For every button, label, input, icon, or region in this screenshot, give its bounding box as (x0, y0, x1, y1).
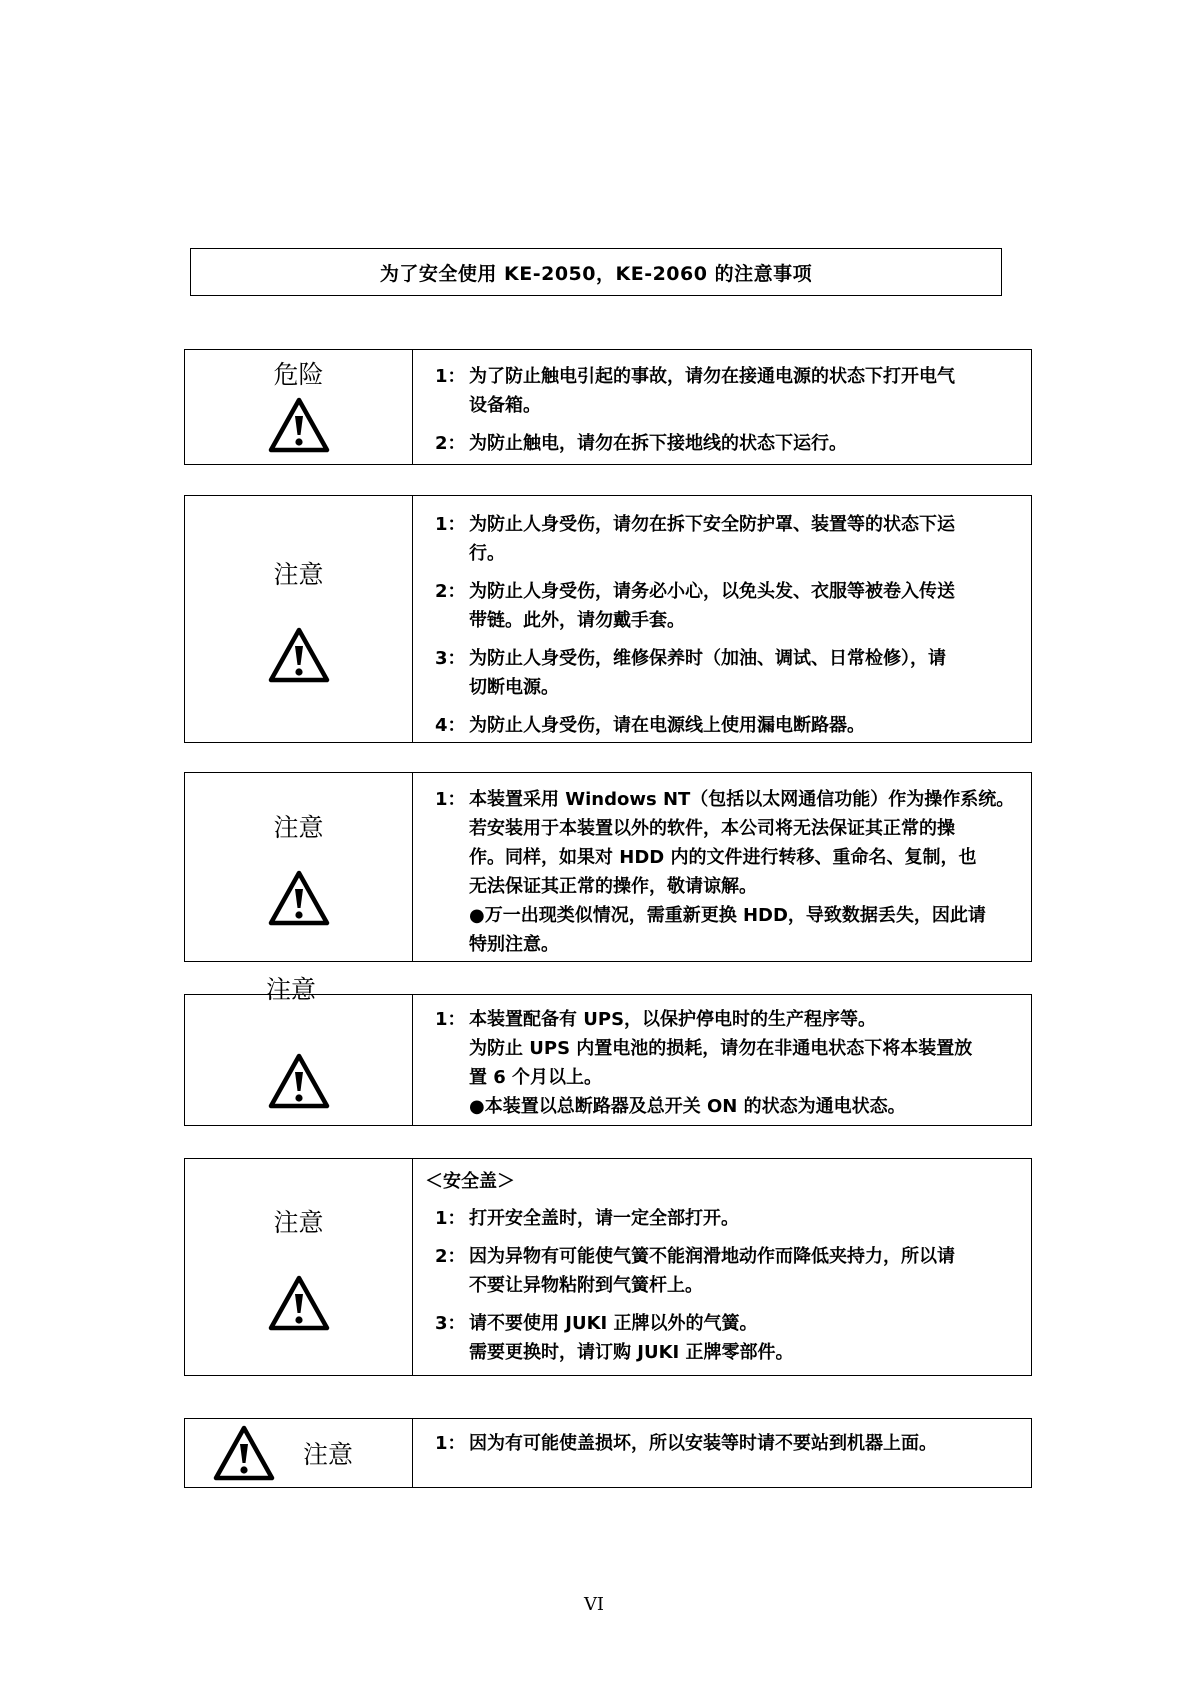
text-line: 设备箱。 (469, 395, 541, 416)
text-line: 置 6 个月以上。 (469, 1067, 603, 1088)
list-item (435, 1309, 1021, 1367)
text-line: 为防止人身受伤，维修保养时（加油、调试、日常检修），请 (469, 648, 946, 669)
text-line: 为防止人身受伤，请勿在拆下安全防护罩、装置等的状态下运 (469, 514, 955, 535)
section-subtitle: ＜安全盖＞ (425, 1171, 515, 1192)
caution-content (413, 496, 1031, 742)
item-text (469, 711, 1021, 740)
text-line: 作。同样，如果对 HDD 内的文件进行转移、重命名、复制，也 (469, 847, 977, 868)
text-line: 为防止人身受伤，请务必小心，以免头发、衣服等被卷入传送 (469, 581, 955, 602)
text-line: 需要更换时，请订购 JUKI 正牌零部件。 (469, 1342, 794, 1363)
caution-content (413, 773, 1031, 961)
list-item (435, 510, 1021, 568)
caution-label-cell (185, 995, 413, 1125)
item-number: 1： (435, 366, 466, 387)
item-number: 1： (435, 1009, 466, 1030)
item-text (469, 1005, 1021, 1121)
warning-triangle-icon (268, 1275, 330, 1331)
item-number: 1： (435, 789, 466, 810)
caution-box-cover-damage (184, 1418, 1032, 1488)
text-line: 若安装用于本装置以外的软件，本公司将无法保证其正常的操 (469, 818, 955, 839)
text-line: 打开安全盖时，请一定全部打开。 (469, 1208, 739, 1229)
text-line: 为防止触电，请勿在拆下接地线的状态下运行。 (469, 433, 847, 454)
warning-triangle-icon (268, 1053, 330, 1109)
caution-label-cell (185, 773, 413, 961)
item-number: 4： (435, 715, 466, 736)
caution-content (413, 1159, 1031, 1375)
warning-triangle-icon (268, 627, 330, 683)
item-text (469, 577, 1021, 635)
caution-box-os (184, 772, 1032, 962)
list-item (435, 577, 1021, 635)
danger-label-cell (185, 350, 413, 464)
caution-label-ups: 注意 (266, 975, 317, 1004)
text-line: 为了防止触电引起的事故，请勿在接通电源的状态下打开电气 (469, 366, 955, 387)
item-text (469, 1204, 1021, 1233)
list-item (435, 1005, 1021, 1121)
caution-label: 注意 (273, 813, 324, 842)
list-item (435, 785, 1021, 959)
list-item (435, 1429, 1021, 1458)
warning-triangle-icon (268, 870, 330, 926)
warning-triangle-icon (268, 397, 330, 453)
text-line: 本装置采用 Windows NT（包括以太网通信功能）作为操作系统。 (469, 789, 1015, 810)
page-number: VI (583, 1594, 605, 1615)
text-line: 行。 (469, 543, 505, 564)
item-number: 2： (435, 433, 466, 454)
item-text (469, 1242, 1021, 1300)
text-line: ●万一出现类似情况，需重新更换 HDD，导致数据丢失，因此请 (469, 905, 986, 926)
item-text (469, 429, 1021, 458)
caution-label: 注意 (273, 1208, 324, 1237)
text-line: 为防止人身受伤，请在电源线上使用漏电断路器。 (469, 715, 865, 736)
item-number: 1： (435, 514, 466, 535)
item-number: 1： (435, 1208, 466, 1229)
list-item (435, 644, 1021, 702)
text-line: 本装置配备有 UPS，以保护停电时的生产程序等。 (469, 1009, 877, 1030)
item-number: 2： (435, 1246, 466, 1267)
text-line: 请不要使用 JUKI 正牌以外的气簧。 (469, 1313, 758, 1334)
item-text (469, 644, 1021, 702)
item-text (469, 362, 1021, 420)
danger-box (184, 349, 1032, 465)
list-item (435, 362, 1021, 420)
text-line: 因为有可能使盖损坏，所以安装等时请不要站到机器上面。 (469, 1433, 937, 1454)
page-title: 为了安全使用 KE-2050，KE-2060 的注意事项 (190, 248, 1002, 296)
item-number: 2： (435, 581, 466, 602)
caution-label-cell (185, 1419, 413, 1487)
caution-label-cell (185, 1159, 413, 1375)
item-number: 3： (435, 648, 466, 669)
caution-content (413, 995, 1031, 1125)
item-text (469, 1309, 1021, 1367)
caution-label: 注意 (273, 560, 324, 589)
text-line: ●本装置以总断路器及总开关 ON 的状态为通电状态。 (469, 1096, 906, 1117)
caution-box-injury (184, 495, 1032, 743)
warning-triangle-icon (213, 1425, 275, 1481)
list-item (435, 429, 1021, 458)
caution-box-safety-cover (184, 1158, 1032, 1376)
caution-label-cell (185, 496, 413, 742)
text-line: 无法保证其正常的操作，敬请谅解。 (469, 876, 757, 897)
text-line: 切断电源。 (469, 677, 559, 698)
item-text (469, 510, 1021, 568)
caution-box-ups (184, 994, 1032, 1126)
danger-label: 危险 (273, 360, 324, 389)
text-line: 因为异物有可能使气簧不能润滑地动作而降低夹持力，所以请 (469, 1246, 955, 1267)
caution-label: 注意 (303, 1440, 354, 1469)
item-number: 3： (435, 1313, 466, 1334)
text-line: 为防止 UPS 内置电池的损耗，请勿在非通电状态下将本装置放 (469, 1038, 973, 1059)
text-line: 不要让异物粘附到气簧杆上。 (469, 1275, 703, 1296)
item-number: 1： (435, 1433, 466, 1454)
item-text (469, 785, 1021, 959)
list-item (435, 1204, 1021, 1233)
list-item (435, 1242, 1021, 1300)
item-text (469, 1429, 1021, 1458)
list-item (435, 711, 1021, 740)
caution-content (413, 1419, 1031, 1487)
danger-content (413, 350, 1031, 464)
text-line: 特别注意。 (469, 934, 559, 955)
text-line: 带链。此外，请勿戴手套。 (469, 610, 685, 631)
